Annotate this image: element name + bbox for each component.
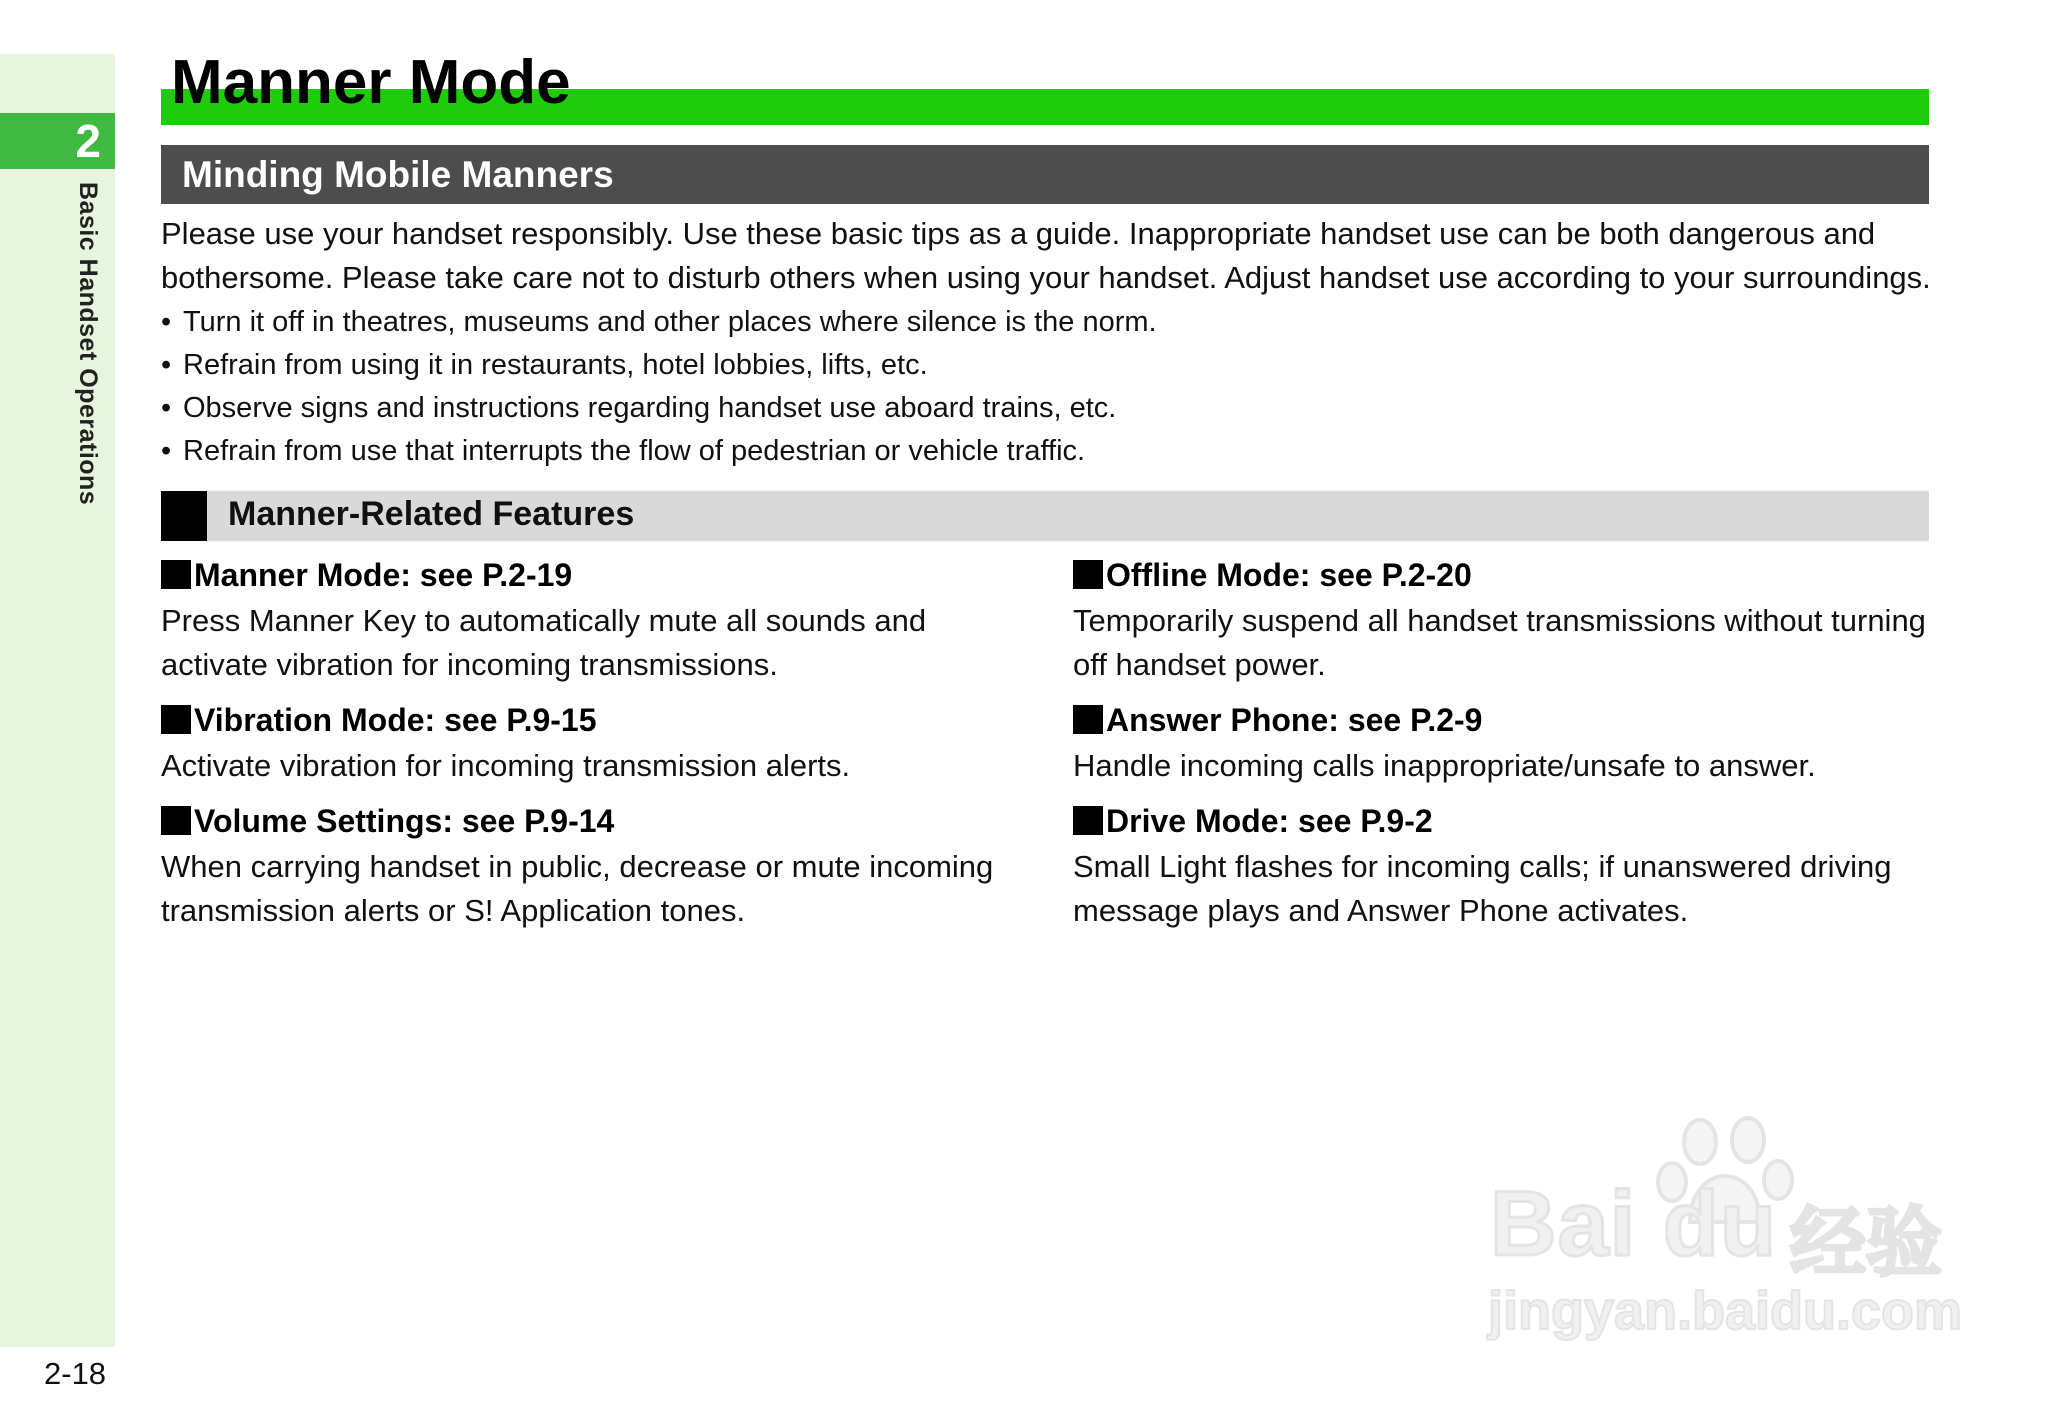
feature-heading: Vibration Mode: see P.9-15	[194, 702, 597, 738]
square-marker-icon	[161, 806, 191, 835]
square-marker-icon	[1073, 560, 1103, 589]
list-item-text: Refrain from use that interrupts the flow of pedestrian or vehicle traffic.	[183, 435, 1086, 467]
section-header	[161, 145, 1929, 204]
list-item	[161, 344, 1921, 387]
list-item	[161, 301, 1921, 344]
bullet-icon: •	[161, 306, 172, 338]
feature-manner-mode	[161, 555, 1041, 687]
feature-drive-mode	[1073, 801, 1953, 933]
subsection-title: Manner-Related Features	[228, 495, 635, 533]
page-number: 2-18	[44, 1356, 107, 1391]
bullet-icon: •	[161, 392, 172, 424]
section-title: Minding Mobile Manners	[182, 154, 614, 195]
feature-heading: Offline Mode: see P.2-20	[1106, 557, 1472, 593]
bullet-icon: •	[161, 435, 172, 467]
feature-heading: Manner Mode: see P.2-19	[194, 557, 573, 593]
feature-vibration-mode	[161, 700, 1041, 788]
square-marker-icon	[1073, 705, 1103, 734]
tips-list	[161, 301, 1921, 473]
feature-heading: Volume Settings: see P.9-14	[194, 803, 615, 839]
feature-heading: Answer Phone: see P.2-9	[1106, 702, 1483, 738]
feature-description: Small Light flashes for incoming calls; if unanswered driving message plays and Answer Phone activates.	[1073, 849, 1892, 928]
square-marker-icon	[161, 560, 191, 589]
list-item-text: Observe signs and instructions regarding handset use aboard trains, etc.	[183, 392, 1117, 424]
watermark-brand: Bai du	[1490, 1173, 1778, 1275]
list-item-text: Refrain from using it in restaurants, hotel lobbies, lifts, etc.	[183, 349, 928, 381]
bullet-icon: •	[161, 349, 172, 381]
watermark-chinese: 经验	[1790, 1201, 1942, 1286]
feature-heading: Drive Mode: see P.9-2	[1106, 803, 1433, 839]
feature-description: When carrying handset in public, decrease or mute incoming transmission alerts or S! Application tones.	[161, 849, 994, 928]
chapter-label: Basic Handset Operations	[74, 182, 102, 506]
chapter-number-box	[0, 113, 115, 169]
feature-volume-settings	[161, 801, 1041, 933]
feature-description: Press Manner Key to automatically mute all sounds and activate vibration for incoming transmissions.	[161, 603, 927, 682]
intro-paragraph: Please use your handset responsibly. Use these basic tips as a guide. Inappropriate handset use can be both dangerous and bothersome. Please take care not to disturb others when using your handset. Adjust handset use according to your surroundings.	[161, 216, 1931, 295]
list-item-text: Turn it off in theatres, museums and other places where silence is the norm.	[183, 306, 1157, 338]
square-marker-icon	[161, 705, 191, 734]
feature-description: Temporarily suspend all handset transmissions without turning off handset power.	[1073, 603, 1926, 682]
square-marker-icon	[161, 491, 207, 541]
watermark-url: jingyan.baidu.com	[1488, 1281, 1963, 1341]
page-title: Manner Mode	[171, 48, 571, 117]
feature-offline-mode	[1073, 555, 1953, 687]
chapter-number: 2	[75, 115, 101, 167]
feature-answer-phone	[1073, 700, 1953, 788]
square-marker-icon	[1073, 806, 1103, 835]
baidu-watermark	[1480, 1110, 1970, 1340]
feature-description: Handle incoming calls inappropriate/unsafe to answer.	[1073, 748, 1816, 783]
list-item	[161, 387, 1921, 430]
list-item	[161, 430, 1921, 473]
subsection-header	[161, 491, 1929, 541]
feature-description: Activate vibration for incoming transmission alerts.	[161, 748, 851, 783]
